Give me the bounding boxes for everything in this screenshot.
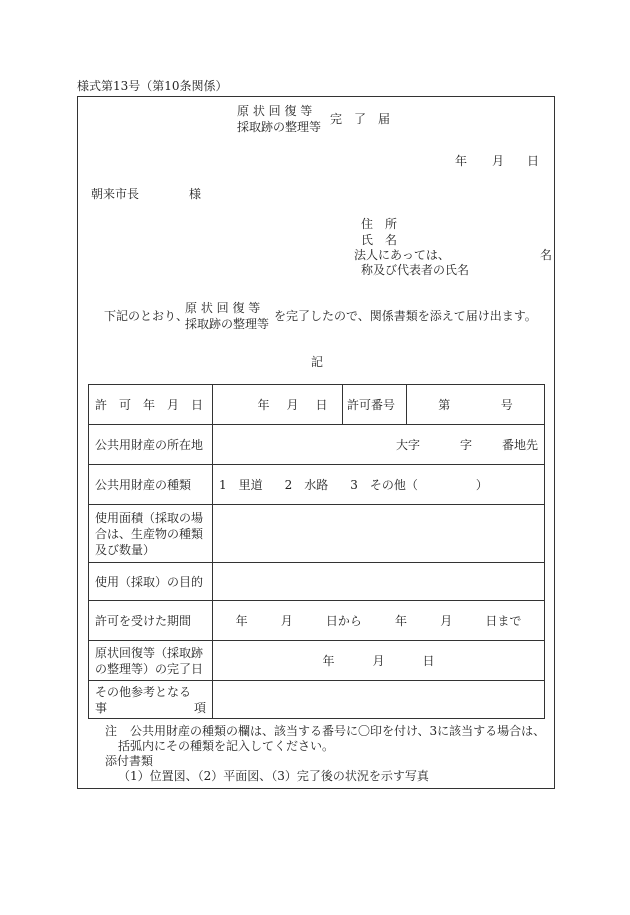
note-line2: 括弧内にその種類を記入してください。 <box>118 739 335 753</box>
row-permit-date <box>89 385 545 425</box>
type-option-3[interactable]: 3 その他（ <box>350 478 418 492</box>
permit-number-label: 許可番号 <box>343 385 407 425</box>
location-label: 公共用財産の所在地 <box>89 425 213 465</box>
addressee-honorific: 様 <box>189 187 202 201</box>
permit-number-go: 号 <box>500 398 513 412</box>
location-aza: 字 <box>459 438 472 452</box>
body-suffix: を完了したので、関係書類を添えて届け出ます。 <box>274 309 537 323</box>
date-day: 日 <box>527 154 540 168</box>
period-to-month: 月 <box>440 614 453 628</box>
location-banchi: 番地先 <box>501 438 538 452</box>
type-option-close: ） <box>475 478 488 492</box>
name-suffix: 名 <box>540 248 553 262</box>
type-option-1[interactable]: 1 里道 <box>219 478 263 492</box>
type-label: 公共用財産の種類 <box>89 465 213 505</box>
note-prefix: 注 <box>105 724 118 738</box>
row-completion <box>89 641 545 681</box>
purpose-label: 使用（採取）の目的 <box>89 563 213 601</box>
completion-month: 月 <box>372 654 385 668</box>
row-purpose <box>89 563 545 601</box>
permit-date-day: 日 <box>315 398 328 412</box>
completion-year: 年 <box>322 654 335 668</box>
area-label: 使用面積（採取の場合は、生産物の種類及び数量） <box>89 505 213 563</box>
other-value[interactable] <box>213 681 545 719</box>
period-from-month: 月 <box>280 614 293 628</box>
permit-date-month: 月 <box>286 398 299 412</box>
area-value[interactable] <box>213 505 545 563</box>
location-oaza: 大字 <box>395 438 420 452</box>
other-label-ji: 事 <box>95 700 108 715</box>
other-label-kou: 項 <box>193 700 206 715</box>
addressee-name: 朝来市長 <box>91 187 140 201</box>
title-suffix: 完 了 届 <box>330 112 391 126</box>
type-option-2[interactable]: 2 水路 <box>284 478 329 492</box>
row-other <box>89 681 545 719</box>
body-option2: 採取跡の整理等 <box>185 317 270 331</box>
permit-number-dai: 第 <box>438 398 451 412</box>
title-line2: 採取跡の整理等 <box>237 120 322 134</box>
row-area <box>89 505 545 563</box>
type-value[interactable] <box>213 465 545 505</box>
row-type <box>89 465 545 505</box>
completion-value[interactable] <box>213 641 545 681</box>
body-prefix: 下記のとおり、 <box>104 309 189 323</box>
other-label <box>89 681 213 719</box>
completion-day: 日 <box>422 654 435 668</box>
permit-date-label: 許 可 年 月 日 <box>89 385 213 425</box>
period-to-day: 日まで <box>485 614 522 628</box>
attach-heading: 添付書類 <box>105 754 154 768</box>
location-value[interactable] <box>213 425 545 465</box>
other-label-line1: その他参考となる <box>95 684 192 699</box>
ki-label: 記 <box>311 355 324 369</box>
other-label-line2 <box>95 700 206 716</box>
period-label: 許可を受けた期間 <box>89 601 213 641</box>
title-line1: 原 状 回 復 等 <box>237 104 313 118</box>
note-line1: 公共用財産の種類の欄は、該当する番号に〇印を付け、3に該当する場合は、 <box>130 724 546 738</box>
period-from-day: 日から <box>325 614 362 628</box>
permit-date-year: 年 <box>257 398 270 412</box>
permit-date-value[interactable] <box>213 385 343 425</box>
date-year: 年 <box>455 154 468 168</box>
corp-note-2: 称及び代表者の氏名 <box>361 263 470 277</box>
attach-list: （1）位置図、（2）平面図、（3）完了後の状況を示す写真 <box>118 769 429 783</box>
row-period <box>89 601 545 641</box>
row-location <box>89 425 545 465</box>
name-label: 氏 名 <box>361 233 398 247</box>
details-table <box>88 384 545 719</box>
form-number: 様式第13号（第10条関係） <box>77 79 228 93</box>
address-label: 住 所 <box>361 217 398 231</box>
purpose-value[interactable] <box>213 563 545 601</box>
period-from-year: 年 <box>235 614 248 628</box>
date-month: 月 <box>492 154 505 168</box>
body-option1: 原 状 回 復 等 <box>185 301 261 315</box>
corp-note: 法人にあっては、 <box>354 248 450 262</box>
period-value[interactable] <box>213 601 545 641</box>
period-to-year: 年 <box>395 614 408 628</box>
completion-label: 原状回復等（採取跡の整理等）の完了日 <box>89 641 213 681</box>
permit-number-value[interactable] <box>407 385 545 425</box>
